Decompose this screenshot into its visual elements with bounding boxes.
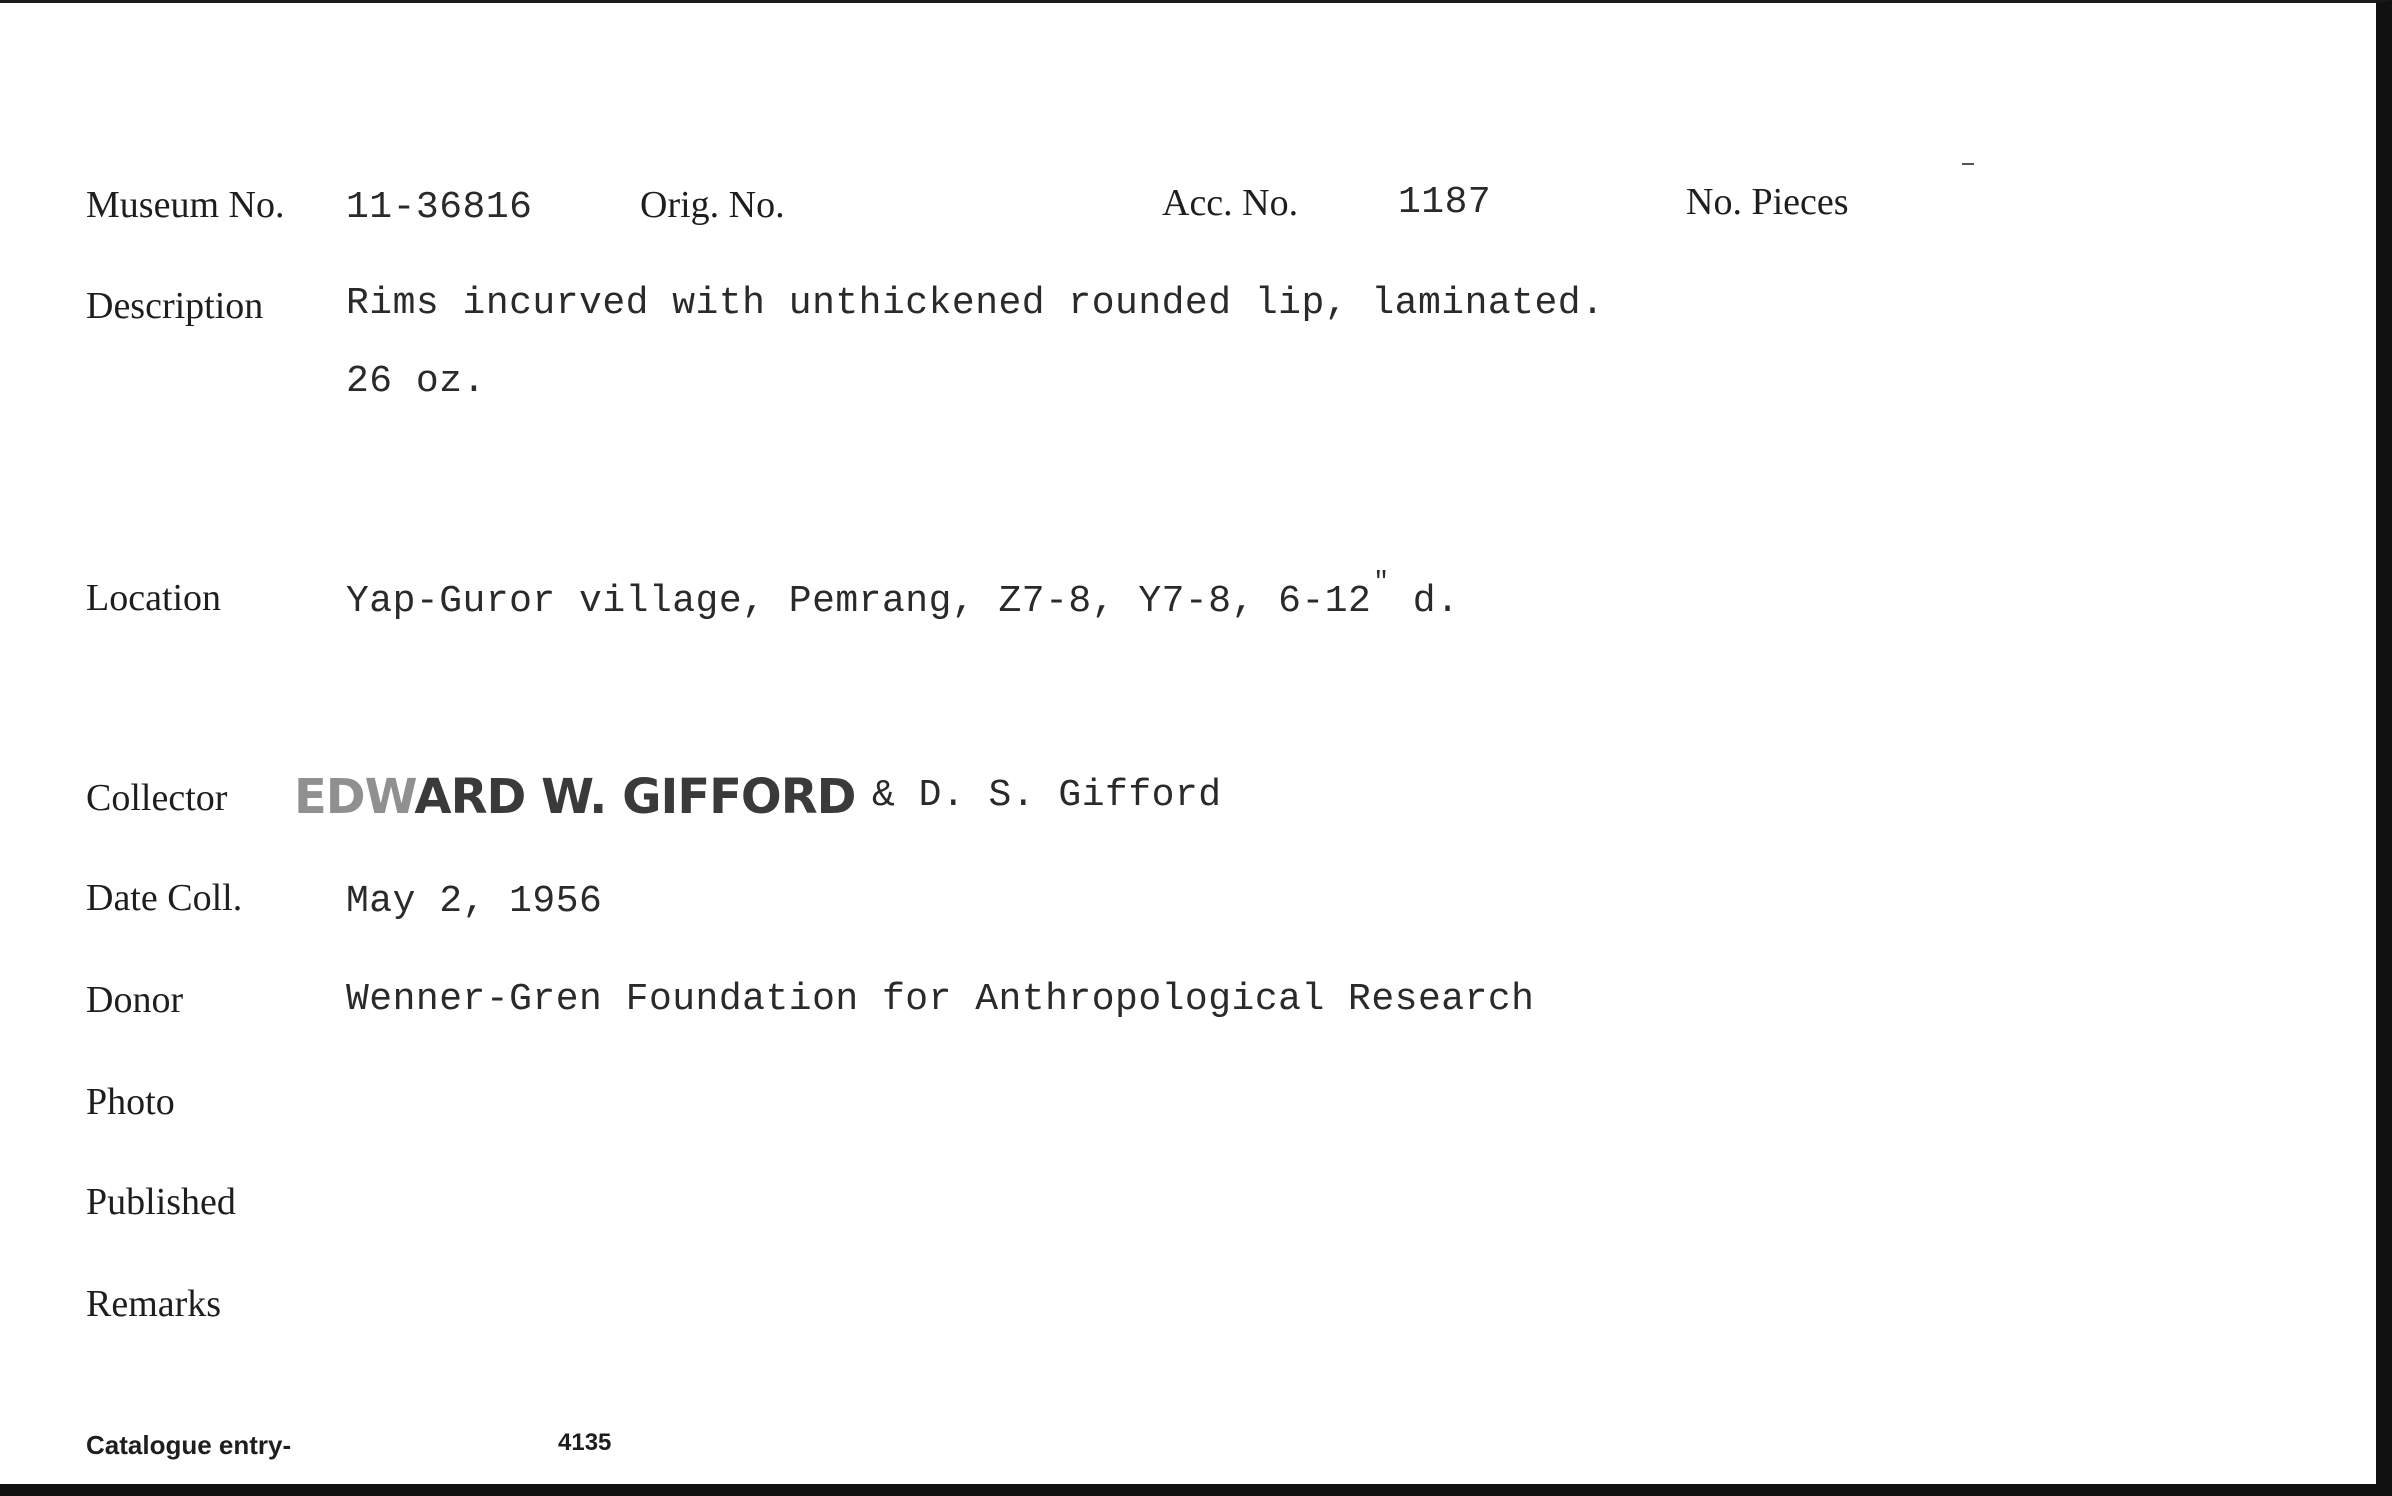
donor-label: Donor: [86, 979, 184, 1021]
collector-label: Collector: [86, 777, 228, 819]
description-line-1: Rims incurved with unthickened rounded lip, laminated.: [346, 282, 1605, 325]
catalogue-entry-value: 4135: [558, 1429, 612, 1456]
donor-value: Wenner-Gren Foundation for Anthropological Research: [346, 978, 1535, 1021]
date-coll-value: May 2, 1956: [346, 880, 603, 923]
collector-stamp: [294, 769, 856, 825]
acc-no-value: 1187: [1398, 181, 1492, 224]
orig-no-label: Orig. No.: [640, 184, 785, 226]
catalogue-entry-label: Catalogue entry-: [86, 1430, 292, 1460]
collector-stamp-faded: EDW: [294, 769, 415, 825]
description-line-2: 26 oz.: [346, 360, 486, 403]
pencil-mark: [1962, 163, 1974, 165]
location-value: [346, 567, 1460, 623]
remarks-label: Remarks: [86, 1283, 222, 1325]
photo-label: Photo: [86, 1081, 175, 1123]
no-pieces-label: No. Pieces: [1686, 181, 1849, 223]
location-label: Location: [86, 577, 222, 619]
collector-extra: & D. S. Gifford: [872, 774, 1222, 817]
museum-no-label: Museum No.: [86, 184, 285, 226]
collector-stamp-text: ARD W. GIFFORD: [414, 769, 856, 825]
location-tail: d.: [1389, 580, 1460, 623]
location-inch-mark: ": [1373, 567, 1390, 597]
published-label: Published: [86, 1181, 236, 1223]
date-coll-label: Date Coll.: [86, 877, 243, 919]
description-label: Description: [86, 285, 264, 327]
acc-no-label: Acc. No.: [1162, 182, 1299, 224]
museum-no-value: 11-36816: [346, 186, 533, 229]
location-main: Yap-Guror village, Pemrang, Z7-8, Y7-8, 6-12: [346, 580, 1372, 623]
